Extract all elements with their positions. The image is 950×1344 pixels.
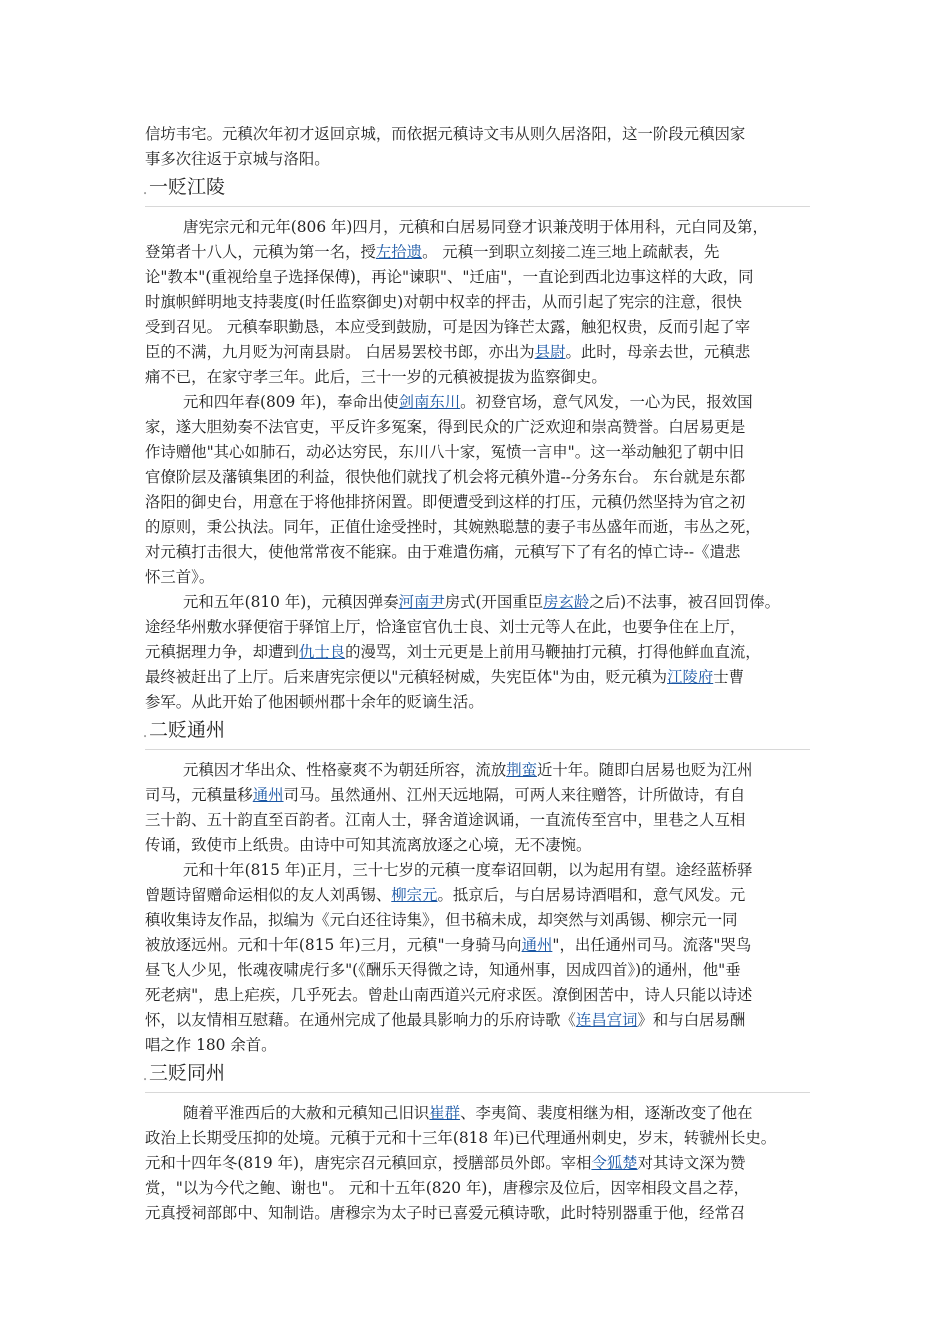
wiki-link[interactable]: 连昌宫词 (575, 1011, 638, 1029)
wiki-link[interactable]: 荆蛮 (506, 761, 538, 779)
text-line: 的原则，秉公执法。同年，正值仕途受挫时，其婉熟聪慧的妻子韦丛盛年而逝，韦丛之死， (145, 518, 761, 536)
text-line: 论"教本"(重视给皇子选择保傅)，再论"谏职"、"迁庙"，一直论到西北边事这样的大政，同 (145, 268, 754, 286)
text-line: 痛不已，在家守孝三年。此后，三十一岁的元稹被提拔为监察御史。 (145, 368, 607, 386)
text-line: 元稹据理力争，却遭到仇士良的漫骂，刘士元更是上前用马鞭抽打元稹，打得他鲜血直流， (145, 643, 761, 661)
wiki-link[interactable]: 崔群 (429, 1104, 461, 1122)
text-line: 登第者十八人，元稹为第一名，授左拾遗。 元稹一到职立刻接二连三地上疏献表，先 (145, 243, 720, 261)
text-line: 三十韵、五十韵直至百韵者。江南人士，驿舍道途讽诵，一直流传至宫中，里巷之人互相 (145, 811, 746, 829)
text-line: 政治上长期受压抑的处境。元稹于元和十三年(818 年)已代理通州刺史，岁末，转虢州长史。 (145, 1129, 777, 1147)
text-line: 稹收集诗友作品，拟编为《元白还往诗集》，但书稿未成，却突然与刘禹锡、柳宗元一同 (145, 911, 738, 929)
text-line: 曾题诗留赠命运相似的友人刘禹锡、柳宗元。抵京后，与白居易诗酒唱和，意气风发。元 (145, 886, 746, 904)
document-page (145, 122, 810, 1226)
text-line: 怀三首》。 (145, 568, 215, 586)
text-line: 信坊韦宅。元稹次年初才返回京城，而依据元稹诗文韦从则久居洛阳，这一阶段元稹因家 (145, 125, 746, 143)
section-heading: • 一贬江陵 (143, 176, 226, 198)
text-line: 元和十四年冬(819 年)，唐宪宗召元稹回京，授膳部员外郎。宰相令狐楚对其诗文深为赞 (145, 1154, 746, 1172)
text-line: 途经华州敷水驿便宿于驿馆上厅，恰逢宦官仇士良、刘士元等人在此，也要争住在上厅， (145, 618, 746, 636)
text-line: 被放逐远州。元和十年(815 年)三月，元稹"一身骑马向通州"，出任通州司马。流落"哭鸟 (145, 936, 752, 954)
wiki-link[interactable]: 剑南东川 (398, 393, 461, 411)
anchor-marker-icon: • (143, 733, 148, 741)
text-line: 对元稹打击很大，使他常常夜不能寐。由于难遣伤痛，元稹写下了有名的悼亡诗--《遣悲 (145, 543, 741, 561)
text-line: 家，遂大胆劾奏不法官吏，平反许多冤案，得到民众的广泛欢迎和崇高赞誉。白居易更是 (145, 418, 746, 436)
section-body (145, 758, 810, 1058)
text-line: 元和十年(815 年)正月，三十七岁的元稹一度奉诏回朝，以为起用有望。途经蓝桥驿 (183, 861, 753, 879)
text-line: 元稹因才华出众、性格豪爽不为朝廷所容，流放荆蛮近十年。随即白居易也贬为江州 (183, 761, 753, 779)
text-line: 官僚阶层及藩镇集团的利益，很快他们就找了机会将元稹外遣--分务东台。 东台就是东都 (145, 468, 746, 486)
intro-paragraph (145, 122, 810, 172)
text-line: 最终被赶出了上厅。后来唐宪宗便以"元稹轻树威，失宪臣体"为由，贬元稹为江陵府士曹 (145, 668, 745, 686)
text-line: 唐宪宗元和元年(806 年)四月，元稹和白居易同登才识兼茂明于体用科，元白同及第， (183, 218, 768, 236)
text-line: 随着平淮西后的大赦和元稹知己旧识崔群、李夷简、裴度相继为相，逐渐改变了他在 (183, 1104, 753, 1122)
wiki-link[interactable]: 县尉 (534, 343, 566, 361)
wiki-link[interactable]: 柳宗元 (391, 886, 438, 904)
text-line: 事多次往返于京城与洛阳。 (145, 150, 330, 168)
text-line: 元和四年春(809 年)，奉命出使剑南东川。初登官场，意气风发，一心为民，报效国 (183, 393, 753, 411)
wiki-link[interactable]: 通州 (252, 786, 284, 804)
wiki-link[interactable]: 通州 (521, 936, 553, 954)
text-line: 唱之作 180 余首。 (145, 1036, 277, 1054)
wiki-link[interactable]: 仇士良 (298, 643, 346, 661)
section-body (145, 1101, 810, 1226)
heading-divider (145, 1092, 810, 1093)
text-line: 洛阳的御史台，用意在于将他排挤闲置。即便遭受到这样的打压，元稹仍然坚持为官之初 (145, 493, 746, 511)
text-line: 受到召见。 元稹奉职勤恳，本应受到鼓励，可是因为锋芒太露，触犯权贵，反而引起了宰 (145, 318, 751, 336)
text-line: 作诗赠他"其心如肺石，动必达穷民，东川八十家，冤愤一言申"。这一举动触犯了朝中旧 (145, 443, 745, 461)
section-body (145, 215, 810, 715)
anchor-marker-icon: • (143, 1076, 148, 1084)
section-tongzhou-2 (145, 1058, 810, 1226)
text-line: 元真授祠部郎中、知制诰。唐穆宗为太子时已喜爱元稹诗歌，此时特别器重于他，经常召 (145, 1204, 746, 1222)
wiki-link[interactable]: 左拾遗 (375, 243, 423, 261)
text-line: 司马，元稹量移通州司马。虽然通州、江州天远地隔，可两人来往赠答，计所做诗，有自 (145, 786, 746, 804)
section-jiangling (145, 172, 810, 715)
heading-divider (145, 206, 810, 207)
wiki-link[interactable]: 房玄龄 (543, 593, 590, 611)
text-line: 死老病"，患上疟疾，几乎死去。曾赴山南西道兴元府求医。潦倒困苦中，诗人只能以诗述 (145, 986, 753, 1004)
text-line: 昼飞人少见，怅魂夜啸虎行多"(《酬乐天得微之诗，知通州事，因成四首》)的通州，他"垂 (145, 961, 741, 979)
heading-divider (145, 749, 810, 750)
section-heading: • 二贬通州 (143, 719, 226, 741)
wiki-link[interactable]: 令狐楚 (591, 1154, 638, 1172)
text-line: 臣的不满，九月贬为河南县尉。 白居易罢校书郎，亦出为县尉。此时，母亲去世，元稹悲 (145, 343, 751, 361)
wiki-link[interactable]: 河南尹 (398, 593, 445, 611)
text-line: 怀，以友情相互慰藉。在通州完成了他最具影响力的乐府诗歌《连昌宫词》和与白居易酬 (145, 1011, 746, 1029)
text-line: 传诵，致使市上纸贵。由诗中可知其流离放逐之心境，无不凄惋。 (145, 836, 592, 854)
text-line: 元和五年(810 年)，元稹因弹奏河南尹房式(开国重臣房玄龄之后)不法事，被召回罚俸。 (183, 593, 781, 611)
anchor-marker-icon: • (143, 190, 148, 198)
section-tongzhou (145, 715, 810, 1058)
text-line: 赏，"以为今代之鲍、谢也"。 元和十五年(820 年)，唐穆宗及位后，因宰相段文昌之荐， (145, 1179, 749, 1197)
wiki-link[interactable]: 江陵府 (667, 668, 714, 686)
text-line: 参军。从此开始了他困顿州郡十余年的贬谪生活。 (145, 693, 484, 711)
section-heading: • 三贬同州 (143, 1062, 226, 1084)
text-line: 时旗帜鲜明地支持裴度(时任监察御史)对朝中权幸的抨击，从而引起了宪宗的注意，很快 (145, 293, 742, 311)
